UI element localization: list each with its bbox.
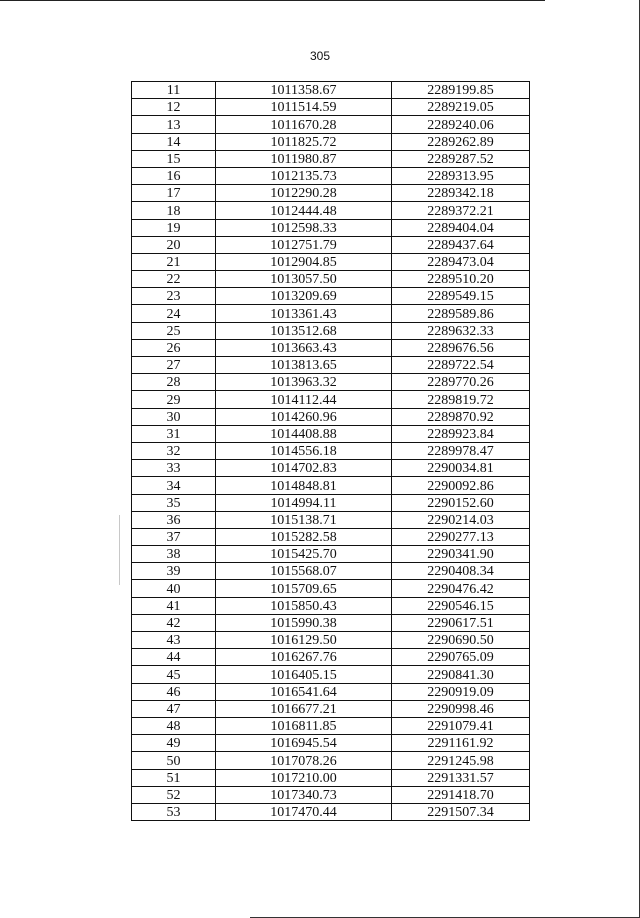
x-coordinate-cell: 1012598.33 bbox=[216, 219, 392, 236]
point-number-cell: 36 bbox=[132, 511, 216, 528]
x-coordinate-cell: 1012444.48 bbox=[216, 202, 392, 219]
y-coordinate-cell: 2290277.13 bbox=[392, 528, 530, 545]
x-coordinate-cell: 1012135.73 bbox=[216, 167, 392, 184]
x-coordinate-cell: 1015709.65 bbox=[216, 580, 392, 597]
table-row bbox=[132, 442, 530, 459]
table-row bbox=[132, 322, 530, 339]
table-row bbox=[132, 752, 530, 769]
x-coordinate-cell: 1017078.26 bbox=[216, 752, 392, 769]
point-number-cell: 41 bbox=[132, 597, 216, 614]
point-number-cell: 42 bbox=[132, 614, 216, 631]
y-coordinate-cell: 2289313.95 bbox=[392, 167, 530, 184]
y-coordinate-cell: 2291418.70 bbox=[392, 786, 530, 803]
point-number-cell: 12 bbox=[132, 99, 216, 116]
point-number-cell: 14 bbox=[132, 133, 216, 150]
point-number-cell: 26 bbox=[132, 339, 216, 356]
y-coordinate-cell: 2289978.47 bbox=[392, 442, 530, 459]
y-coordinate-cell: 2289262.89 bbox=[392, 133, 530, 150]
x-coordinate-cell: 1014848.81 bbox=[216, 477, 392, 494]
y-coordinate-cell: 2290765.09 bbox=[392, 649, 530, 666]
x-coordinate-cell: 1015282.58 bbox=[216, 528, 392, 545]
y-coordinate-cell: 2290919.09 bbox=[392, 683, 530, 700]
x-coordinate-cell: 1011670.28 bbox=[216, 116, 392, 133]
table-row bbox=[132, 374, 530, 391]
x-coordinate-cell: 1014994.11 bbox=[216, 494, 392, 511]
point-number-cell: 39 bbox=[132, 563, 216, 580]
table-row bbox=[132, 632, 530, 649]
table-row bbox=[132, 357, 530, 374]
table-row bbox=[132, 786, 530, 803]
point-number-cell: 51 bbox=[132, 769, 216, 786]
x-coordinate-cell: 1012751.79 bbox=[216, 236, 392, 253]
table-row bbox=[132, 236, 530, 253]
y-coordinate-cell: 2289473.04 bbox=[392, 253, 530, 270]
point-number-cell: 47 bbox=[132, 700, 216, 717]
table-row bbox=[132, 202, 530, 219]
point-number-cell: 23 bbox=[132, 288, 216, 305]
point-number-cell: 35 bbox=[132, 494, 216, 511]
point-number-cell: 44 bbox=[132, 649, 216, 666]
table-row bbox=[132, 339, 530, 356]
point-number-cell: 17 bbox=[132, 185, 216, 202]
x-coordinate-cell: 1016405.15 bbox=[216, 666, 392, 683]
y-coordinate-cell: 2289589.86 bbox=[392, 305, 530, 322]
point-number-cell: 52 bbox=[132, 786, 216, 803]
point-number-cell: 48 bbox=[132, 717, 216, 734]
x-coordinate-cell: 1014408.88 bbox=[216, 425, 392, 442]
point-number-cell: 22 bbox=[132, 271, 216, 288]
point-number-cell: 32 bbox=[132, 442, 216, 459]
table-row bbox=[132, 99, 530, 116]
x-coordinate-cell: 1013057.50 bbox=[216, 271, 392, 288]
y-coordinate-cell: 2290998.46 bbox=[392, 700, 530, 717]
table-row bbox=[132, 460, 530, 477]
x-coordinate-cell: 1017470.44 bbox=[216, 803, 392, 820]
x-coordinate-cell: 1016129.50 bbox=[216, 632, 392, 649]
point-number-cell: 43 bbox=[132, 632, 216, 649]
y-coordinate-cell: 2289819.72 bbox=[392, 391, 530, 408]
y-coordinate-cell: 2291079.41 bbox=[392, 717, 530, 734]
x-coordinate-cell: 1015138.71 bbox=[216, 511, 392, 528]
x-coordinate-cell: 1016945.54 bbox=[216, 735, 392, 752]
x-coordinate-cell: 1013361.43 bbox=[216, 305, 392, 322]
x-coordinate-cell: 1015850.43 bbox=[216, 597, 392, 614]
x-coordinate-cell: 1014556.18 bbox=[216, 442, 392, 459]
point-number-cell: 13 bbox=[132, 116, 216, 133]
point-number-cell: 33 bbox=[132, 460, 216, 477]
y-coordinate-cell: 2289342.18 bbox=[392, 185, 530, 202]
y-coordinate-cell: 2290034.81 bbox=[392, 460, 530, 477]
table-row bbox=[132, 150, 530, 167]
point-number-cell: 50 bbox=[132, 752, 216, 769]
scan-top-edge bbox=[0, 0, 545, 1]
point-number-cell: 37 bbox=[132, 528, 216, 545]
coordinate-table bbox=[131, 81, 530, 821]
scan-artifact-mark bbox=[119, 515, 120, 585]
x-coordinate-cell: 1017210.00 bbox=[216, 769, 392, 786]
table-row bbox=[132, 425, 530, 442]
x-coordinate-cell: 1016677.21 bbox=[216, 700, 392, 717]
point-number-cell: 19 bbox=[132, 219, 216, 236]
point-number-cell: 31 bbox=[132, 425, 216, 442]
y-coordinate-cell: 2290408.34 bbox=[392, 563, 530, 580]
x-coordinate-cell: 1013512.68 bbox=[216, 322, 392, 339]
point-number-cell: 24 bbox=[132, 305, 216, 322]
point-number-cell: 34 bbox=[132, 477, 216, 494]
y-coordinate-cell: 2289722.54 bbox=[392, 357, 530, 374]
table-row bbox=[132, 717, 530, 734]
point-number-cell: 49 bbox=[132, 735, 216, 752]
table-row bbox=[132, 649, 530, 666]
y-coordinate-cell: 2289404.04 bbox=[392, 219, 530, 236]
point-number-cell: 21 bbox=[132, 253, 216, 270]
table-row bbox=[132, 288, 530, 305]
coordinate-table-body bbox=[132, 82, 530, 821]
table-row bbox=[132, 133, 530, 150]
x-coordinate-cell: 1016267.76 bbox=[216, 649, 392, 666]
table-row bbox=[132, 580, 530, 597]
table-row bbox=[132, 769, 530, 786]
x-coordinate-cell: 1014702.83 bbox=[216, 460, 392, 477]
table-row bbox=[132, 391, 530, 408]
x-coordinate-cell: 1011358.67 bbox=[216, 82, 392, 99]
y-coordinate-cell: 2290152.60 bbox=[392, 494, 530, 511]
point-number-cell: 38 bbox=[132, 546, 216, 563]
y-coordinate-cell: 2289437.64 bbox=[392, 236, 530, 253]
table-row bbox=[132, 597, 530, 614]
x-coordinate-cell: 1015990.38 bbox=[216, 614, 392, 631]
x-coordinate-cell: 1011514.59 bbox=[216, 99, 392, 116]
table-row bbox=[132, 614, 530, 631]
x-coordinate-cell: 1015425.70 bbox=[216, 546, 392, 563]
point-number-cell: 16 bbox=[132, 167, 216, 184]
point-number-cell: 45 bbox=[132, 666, 216, 683]
page-number: 305 bbox=[309, 49, 331, 63]
y-coordinate-cell: 2290476.42 bbox=[392, 580, 530, 597]
point-number-cell: 28 bbox=[132, 374, 216, 391]
x-coordinate-cell: 1016811.85 bbox=[216, 717, 392, 734]
table-row bbox=[132, 408, 530, 425]
x-coordinate-cell: 1013663.43 bbox=[216, 339, 392, 356]
x-coordinate-cell: 1014260.96 bbox=[216, 408, 392, 425]
table-row bbox=[132, 803, 530, 820]
y-coordinate-cell: 2289510.20 bbox=[392, 271, 530, 288]
point-number-cell: 46 bbox=[132, 683, 216, 700]
table-row bbox=[132, 494, 530, 511]
x-coordinate-cell: 1012904.85 bbox=[216, 253, 392, 270]
table-row bbox=[132, 683, 530, 700]
x-coordinate-cell: 1011980.87 bbox=[216, 150, 392, 167]
x-coordinate-cell: 1013963.32 bbox=[216, 374, 392, 391]
table-row bbox=[132, 700, 530, 717]
table-row bbox=[132, 563, 530, 580]
y-coordinate-cell: 2290092.86 bbox=[392, 477, 530, 494]
y-coordinate-cell: 2291331.57 bbox=[392, 769, 530, 786]
table-row bbox=[132, 185, 530, 202]
point-number-cell: 30 bbox=[132, 408, 216, 425]
y-coordinate-cell: 2289923.84 bbox=[392, 425, 530, 442]
table-row bbox=[132, 271, 530, 288]
x-coordinate-cell: 1015568.07 bbox=[216, 563, 392, 580]
y-coordinate-cell: 2290841.30 bbox=[392, 666, 530, 683]
y-coordinate-cell: 2290214.03 bbox=[392, 511, 530, 528]
table-row bbox=[132, 546, 530, 563]
y-coordinate-cell: 2289372.21 bbox=[392, 202, 530, 219]
point-number-cell: 15 bbox=[132, 150, 216, 167]
x-coordinate-cell: 1012290.28 bbox=[216, 185, 392, 202]
point-number-cell: 40 bbox=[132, 580, 216, 597]
y-coordinate-cell: 2290546.15 bbox=[392, 597, 530, 614]
x-coordinate-cell: 1014112.44 bbox=[216, 391, 392, 408]
y-coordinate-cell: 2289219.05 bbox=[392, 99, 530, 116]
y-coordinate-cell: 2290617.51 bbox=[392, 614, 530, 631]
point-number-cell: 53 bbox=[132, 803, 216, 820]
y-coordinate-cell: 2289549.15 bbox=[392, 288, 530, 305]
y-coordinate-cell: 2289770.26 bbox=[392, 374, 530, 391]
table-row bbox=[132, 116, 530, 133]
table-row bbox=[132, 167, 530, 184]
table-row bbox=[132, 305, 530, 322]
x-coordinate-cell: 1016541.64 bbox=[216, 683, 392, 700]
y-coordinate-cell: 2289287.52 bbox=[392, 150, 530, 167]
table-row bbox=[132, 219, 530, 236]
y-coordinate-cell: 2289199.85 bbox=[392, 82, 530, 99]
point-number-cell: 29 bbox=[132, 391, 216, 408]
y-coordinate-cell: 2291161.92 bbox=[392, 735, 530, 752]
table-row bbox=[132, 666, 530, 683]
y-coordinate-cell: 2291507.34 bbox=[392, 803, 530, 820]
point-number-cell: 11 bbox=[132, 82, 216, 99]
y-coordinate-cell: 2291245.98 bbox=[392, 752, 530, 769]
table-row bbox=[132, 253, 530, 270]
y-coordinate-cell: 2290341.90 bbox=[392, 546, 530, 563]
table-row bbox=[132, 82, 530, 99]
y-coordinate-cell: 2290690.50 bbox=[392, 632, 530, 649]
x-coordinate-cell: 1013209.69 bbox=[216, 288, 392, 305]
table-row bbox=[132, 511, 530, 528]
x-coordinate-cell: 1013813.65 bbox=[216, 357, 392, 374]
point-number-cell: 27 bbox=[132, 357, 216, 374]
x-coordinate-cell: 1011825.72 bbox=[216, 133, 392, 150]
point-number-cell: 20 bbox=[132, 236, 216, 253]
table-row bbox=[132, 528, 530, 545]
x-coordinate-cell: 1017340.73 bbox=[216, 786, 392, 803]
y-coordinate-cell: 2289870.92 bbox=[392, 408, 530, 425]
point-number-cell: 25 bbox=[132, 322, 216, 339]
y-coordinate-cell: 2289632.33 bbox=[392, 322, 530, 339]
table-row bbox=[132, 735, 530, 752]
y-coordinate-cell: 2289240.06 bbox=[392, 116, 530, 133]
point-number-cell: 18 bbox=[132, 202, 216, 219]
y-coordinate-cell: 2289676.56 bbox=[392, 339, 530, 356]
table-row bbox=[132, 477, 530, 494]
